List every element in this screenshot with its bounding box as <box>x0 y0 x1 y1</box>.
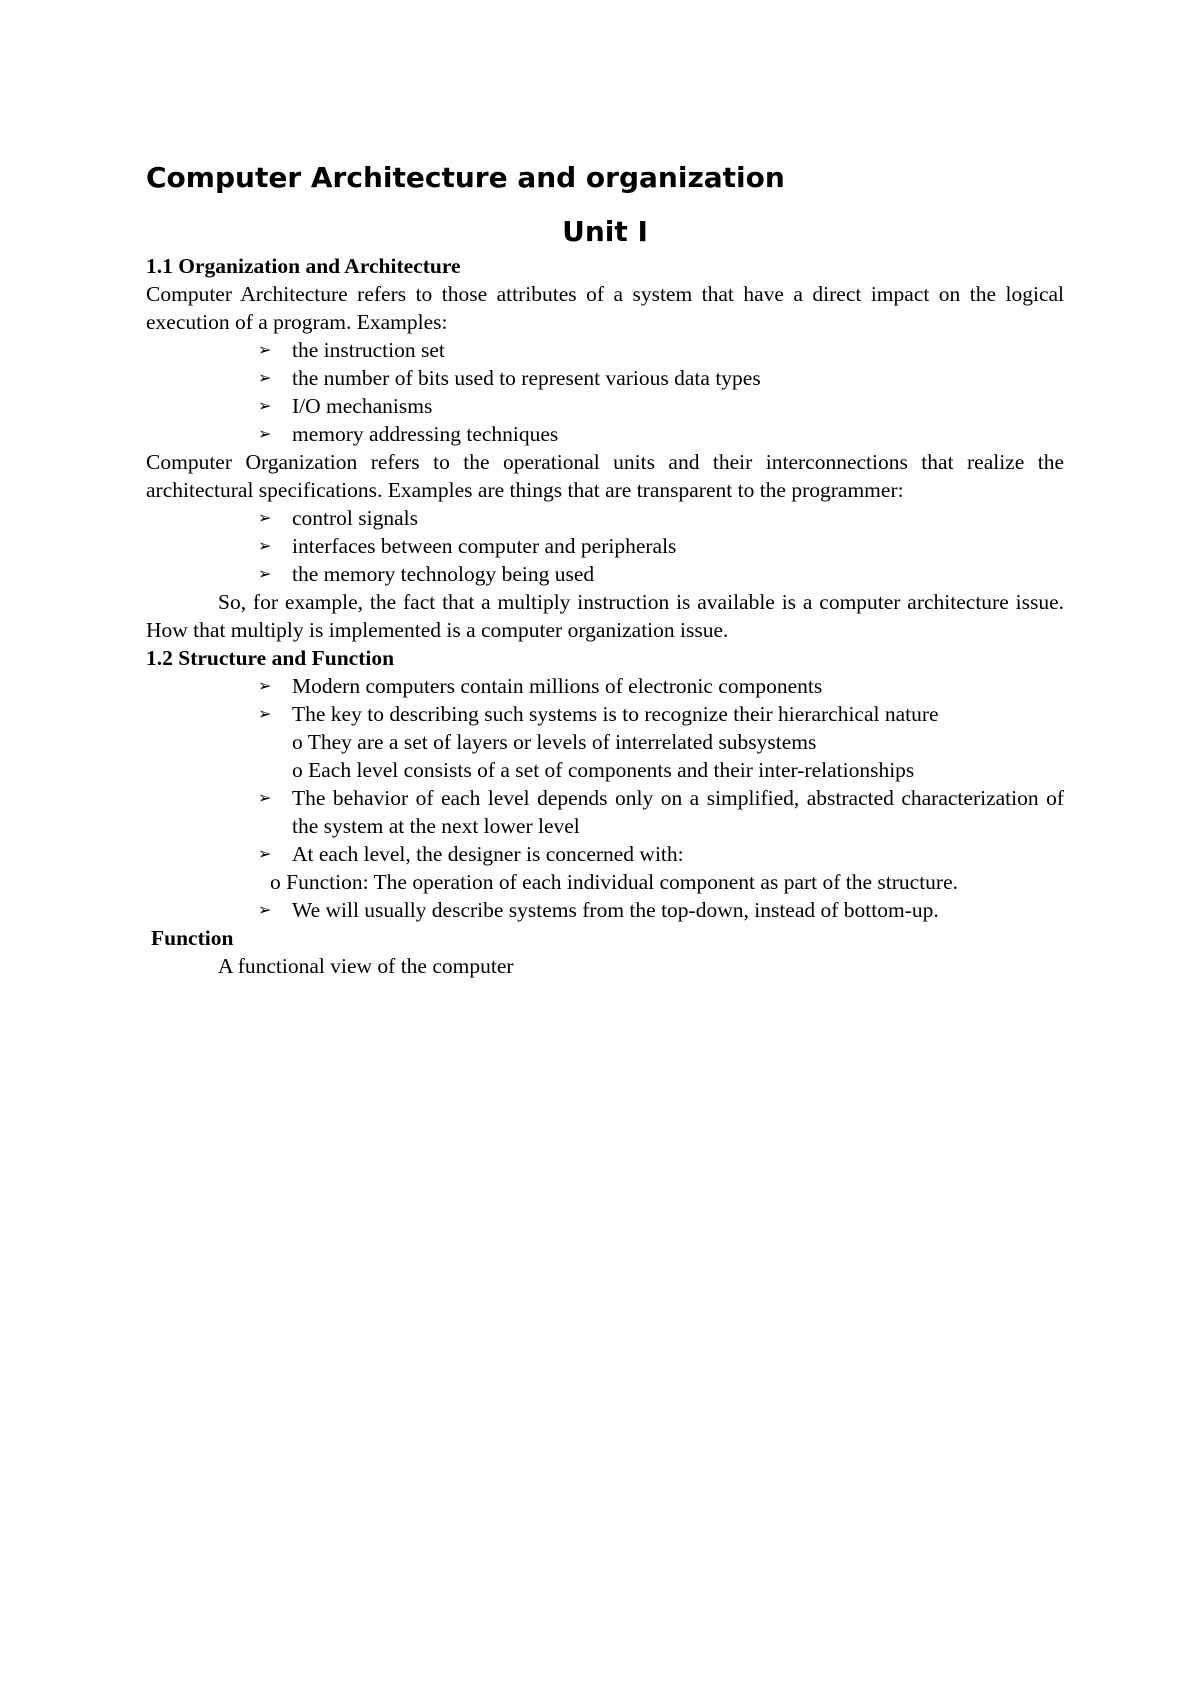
arrow-bullet-icon: ➢ <box>258 536 272 555</box>
list-item <box>146 896 1064 924</box>
arrow-bullet-icon: ➢ <box>258 396 272 415</box>
list-item <box>146 364 1064 392</box>
document-body <box>146 252 1064 980</box>
list-item-text: memory addressing techniques <box>292 422 559 446</box>
structure-function-list-final <box>146 896 1064 924</box>
list-item-text: The key to describing such systems is to recognize their hierarchical nature <box>292 702 939 726</box>
arrow-bullet-icon: ➢ <box>258 676 272 695</box>
section-heading-structure-function: 1.2 Structure and Function <box>146 646 395 670</box>
list-item-text: At each level, the designer is concerned with: <box>292 842 684 866</box>
list-item <box>146 532 1064 560</box>
unit-title: Unit I <box>562 215 648 248</box>
arrow-bullet-icon: ➢ <box>258 844 272 863</box>
list-item-text: I/O mechanisms <box>292 394 433 418</box>
arrow-bullet-icon: ➢ <box>258 368 272 387</box>
document-title: Computer Architecture and organization <box>146 161 785 194</box>
list-item <box>146 700 1064 728</box>
arrow-bullet-icon: ➢ <box>258 424 272 443</box>
list-item <box>146 784 1064 840</box>
list-item-text: We will usually describe systems from the top-down, instead of bottom-up. <box>292 898 939 922</box>
list-item <box>146 420 1064 448</box>
arrow-bullet-icon: ➢ <box>258 788 272 807</box>
arrow-bullet-icon: ➢ <box>258 508 272 527</box>
sub-list-item: o Each level consists of a set of components and their inter-relationships <box>292 758 915 782</box>
architecture-definition: Computer Architecture refers to those attributes of a system that have a direct impact on the logical execution of a program. Examples: <box>146 282 1064 334</box>
architecture-organization-conclusion: So, for example, the fact that a multiply instruction is available is a computer architecture issue. How that multiply is implemented is a computer organization issue. <box>146 590 1064 642</box>
list-item-text: the number of bits used to represent various data types <box>292 366 761 390</box>
arrow-bullet-icon: ➢ <box>258 704 272 723</box>
structure-function-list <box>146 672 1064 728</box>
list-item <box>146 840 1064 868</box>
architecture-examples-list <box>146 336 1064 448</box>
document-page <box>146 0 1064 1698</box>
list-item-text: control signals <box>292 506 418 530</box>
structure-function-list-continued <box>146 784 1064 868</box>
sub-list-item: o Function: The operation of each individual component as part of the structure. <box>270 870 959 894</box>
list-item <box>146 504 1064 532</box>
sub-list-item: o They are a set of layers or levels of interrelated subsystems <box>292 730 817 754</box>
list-item-text: Modern computers contain millions of electronic components <box>292 674 823 698</box>
arrow-bullet-icon: ➢ <box>258 340 272 359</box>
arrow-bullet-icon: ➢ <box>258 900 272 919</box>
arrow-bullet-icon: ➢ <box>258 564 272 583</box>
function-heading: Function <box>151 926 234 950</box>
list-item-text: interfaces between computer and peripherals <box>292 534 677 558</box>
list-item <box>146 672 1064 700</box>
list-item <box>146 560 1064 588</box>
list-item-text: The behavior of each level depends only on a simplified, abstracted characterization of the system at the next lower level <box>292 786 1064 838</box>
list-item <box>146 336 1064 364</box>
function-description: A functional view of the computer <box>218 954 514 978</box>
list-item-text: the instruction set <box>292 338 445 362</box>
organization-definition: Computer Organization refers to the operational units and their interconnections that realize the architectural specifications. Examples are things that are transparent to the programmer: <box>146 450 1064 502</box>
section-heading-organization-architecture: 1.1 Organization and Architecture <box>146 254 461 278</box>
list-item <box>146 392 1064 420</box>
organization-examples-list <box>146 504 1064 588</box>
list-item-text: the memory technology being used <box>292 562 595 586</box>
